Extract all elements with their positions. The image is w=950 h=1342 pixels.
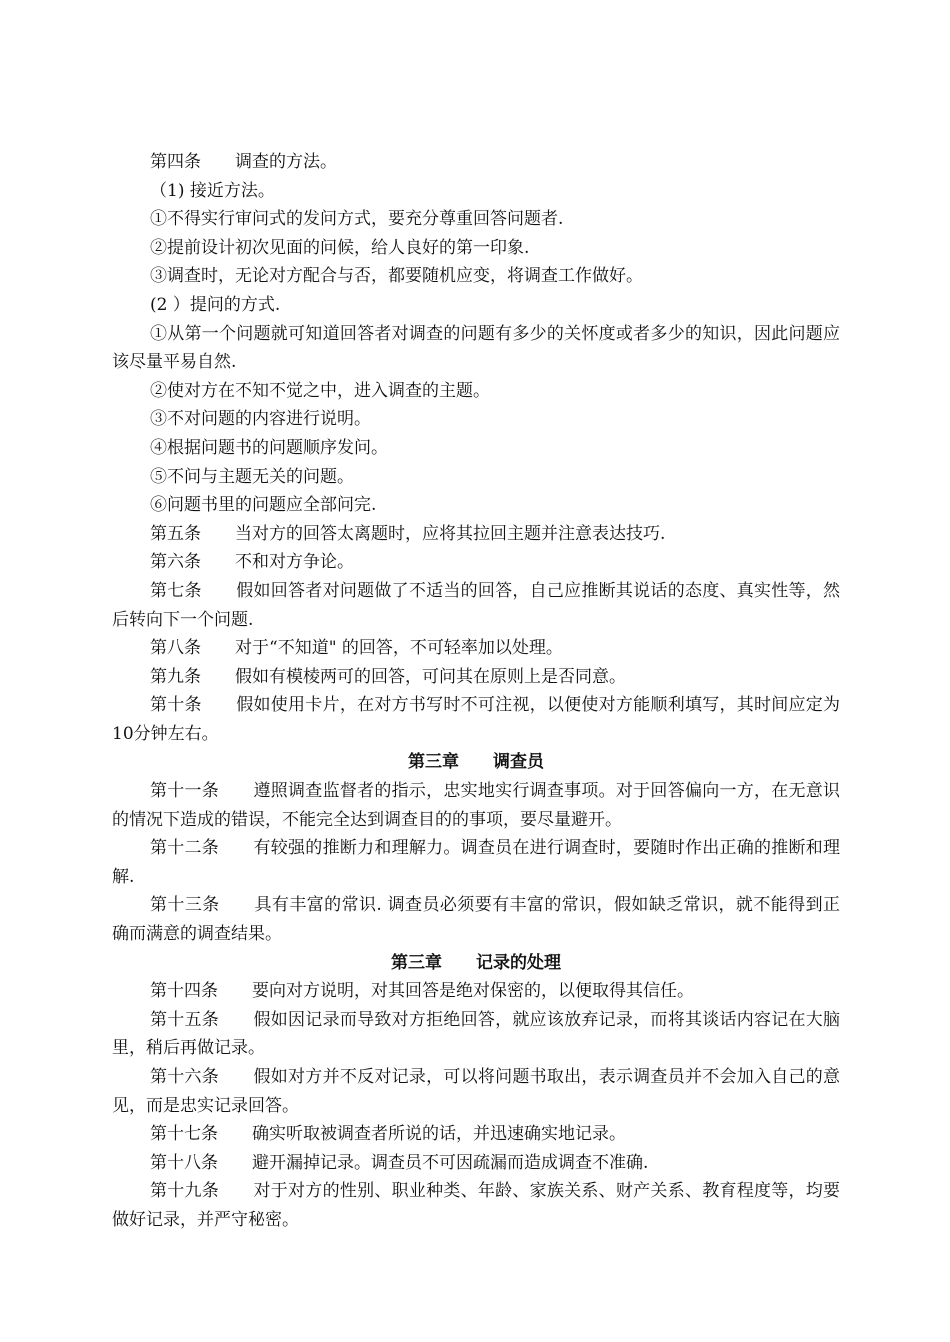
article-17: 第十七条 确实听取被调查者所说的话，并迅速确实地记录。 [150, 1124, 626, 1145]
article-18: 第十八条 避开漏掉记录。调查员不可因疏漏而造成调查不准确. [150, 1152, 649, 1173]
document-page [112, 148, 840, 1235]
chapter-heading-records: 第三章 记录的处理 [391, 952, 561, 973]
article-4-title: 第四条 调查的方法。 [150, 152, 337, 172]
questioning-item-2: ②使对方在不知不觉之中，进入调查的主题。 [150, 380, 490, 401]
subsection-questioning: (2 ）提问的方式. [150, 294, 281, 315]
article-9: 第九条 假如有模棱两可的回答，可问其在原则上是否同意。 [150, 666, 626, 687]
questioning-item-4: ④根据问题书的问题顺序发问。 [150, 437, 388, 458]
article-14: 第十四条 要向对方说明，对其回答是绝对保密的，以便取得其信任。 [150, 981, 694, 1002]
questioning-item-3: ③不对问题的内容进行说明。 [150, 409, 371, 430]
questioning-item-6: ⑥问题书里的问题应全部问完. [150, 495, 377, 516]
article-12: 第十二条 有较强的推断力和理解力。调查员在进行调查时，要随时作出正确的推断和理解. [112, 838, 840, 887]
article-7: 第七条 假如回答者对问题做了不适当的回答，自己应推断其说话的态度、真实性等，然后转向下一个问题. [112, 580, 840, 630]
article-5: 第五条 当对方的回答太离题时，应将其拉回主题并注意表达技巧. [150, 523, 666, 544]
approach-item-1: ①不得实行审问式的发问方式，要充分尊重回答问题者. [150, 209, 564, 230]
article-15: 第十五条 假如因记录而导致对方拒绝回答，就应该放弃记录，而将其谈话内容记在大脑里，稍后再做记录。 [112, 1009, 840, 1059]
questioning-item-5: ⑤不问与主题无关的问题。 [150, 466, 354, 487]
chapter-heading-investigator: 第三章 调查员 [408, 752, 544, 773]
article-10: 第十条 假如使用卡片，在对方书写时不可注视，以便使对方能顺利填写，其时间应定为10分钟左右。 [112, 695, 840, 744]
article-11: 第十一条 遵照调查监督者的指示，忠实地实行调查事项。对于回答偏向一方，在无意识的情况下造成的错误，不能完全达到调查目的的事项，要尽量避开。 [112, 781, 840, 830]
questioning-item-1: ①从第一个问题就可知道回答者对调查的问题有多少的关怀度或者多少的知识，因此问题应该尽量平易自然. [112, 323, 840, 373]
article-19: 第十九条 对于对方的性别、职业种类、年龄、家族关系、财产关系、教育程度等，均要做好记录，并严守秘密。 [112, 1181, 840, 1230]
subsection-approach: （1) 接近方法。 [150, 180, 275, 201]
article-16: 第十六条 假如对方并不反对记录，可以将问题书取出，表示调查员并不会加入自己的意见，而是忠实记录回答。 [112, 1067, 840, 1116]
approach-item-2: ②提前设计初次见面的问候，给人良好的第一印象. [150, 237, 530, 258]
article-13: 第十三条 具有丰富的常识. 调查员必须要有丰富的常识，假如缺乏常识，就不能得到正确而满意的调查结果。 [112, 895, 840, 945]
article-8: 第八条 对于“不知道" 的回答，不可轻率加以处理。 [150, 638, 563, 659]
approach-item-3: ③调查时，无论对方配合与否，都要随机应变，将调查工作做好。 [150, 266, 643, 287]
article-6: 第六条 不和对方争论。 [150, 552, 354, 573]
